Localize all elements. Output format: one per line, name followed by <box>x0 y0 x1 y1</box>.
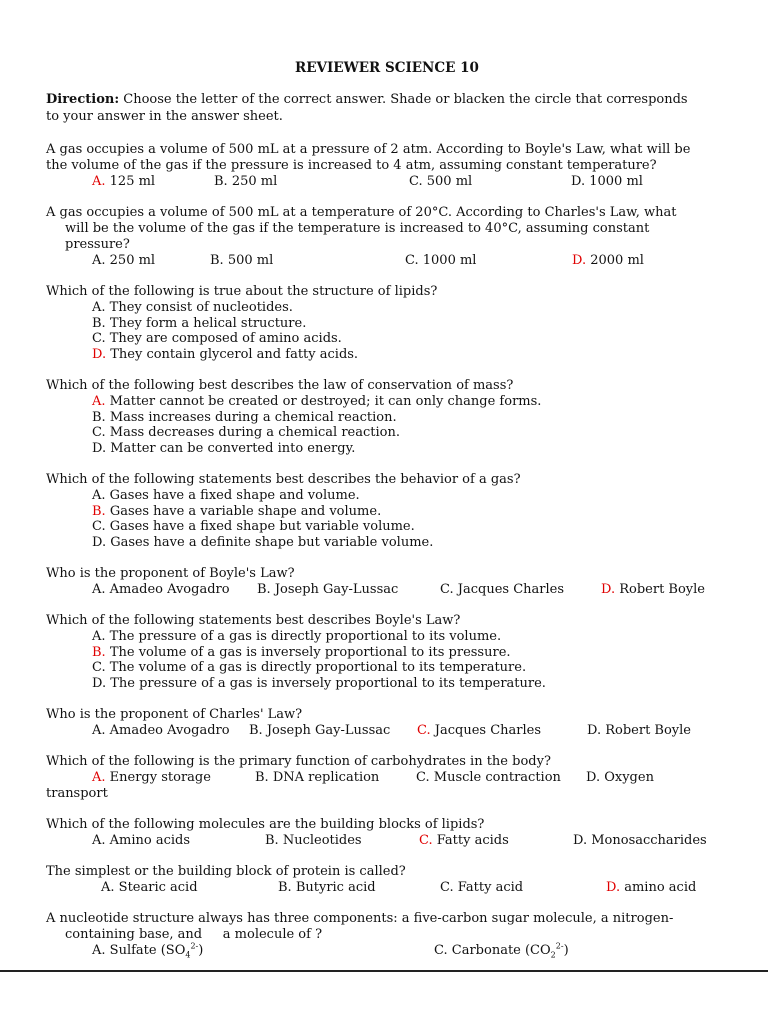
question-8-text: Who is the proponent of Charles' Law? <box>46 707 303 722</box>
option-text: They contain glycerol and fatty acids. <box>106 347 359 362</box>
subscript: 4 <box>185 950 191 960</box>
question-4-text: Which of the following best describes the law of conservation of mass? <box>46 378 514 393</box>
option-letter: C. <box>409 174 423 189</box>
q11-option-a <box>101 880 198 896</box>
option-letter: A. <box>92 582 106 597</box>
option-text: Energy storage <box>105 770 211 785</box>
option-text: Mass decreases during a chemical reaction. <box>105 425 400 440</box>
option-text: Stearic acid <box>114 880 198 895</box>
question-12-text-2: containing base, and a molecule of ? <box>65 927 323 942</box>
option-letter: D. <box>572 253 587 268</box>
option-text: DNA replication <box>268 770 380 785</box>
direction-text-2: to your answer in the answer sheet. <box>46 109 283 124</box>
option-text: Fatty acid <box>453 880 524 895</box>
option-text: 2000 ml <box>586 253 644 268</box>
option-text: Amino acids <box>105 833 191 848</box>
option-letter: B. <box>92 645 106 660</box>
option-letter: D. <box>92 676 107 691</box>
page-bottom-rule <box>0 970 768 972</box>
option-text: Muscle contraction <box>429 770 561 785</box>
q1-option-a <box>92 174 155 190</box>
option-letter: C. <box>405 253 419 268</box>
question-2-text-2: will be the volume of the gas if the temperature is increased to 40°C, assuming constant <box>65 221 650 236</box>
question-12-text: A nucleotide structure always has three components: a five-carbon sugar molecule, a nitrogen- <box>46 911 674 926</box>
option-text: The pressure of a gas is inversely proportional to its temperature. <box>106 676 546 691</box>
q2-option-b <box>210 253 273 269</box>
question-7-text: Which of the following statements best describes Boyle's Law? <box>46 613 461 628</box>
option-letter: A. <box>92 723 106 738</box>
option-text: 125 ml <box>105 174 156 189</box>
q11-option-b <box>278 880 376 896</box>
q3-option-c <box>92 331 342 347</box>
question-6-text: Who is the proponent of Boyle's Law? <box>46 566 295 581</box>
option-text: Fatty acids <box>432 833 509 848</box>
option-letter: A. <box>92 833 106 848</box>
option-text: The volume of a gas is inversely proportional to its pressure. <box>105 645 511 660</box>
option-text: Robert Boyle <box>615 582 706 597</box>
question-11-text: The simplest or the building block of protein is called? <box>46 864 406 879</box>
q7-option-b <box>92 645 511 661</box>
q2-option-d <box>572 253 644 269</box>
option-letter: D. <box>601 582 616 597</box>
subscript: 2 <box>550 950 556 960</box>
option-letter: C. <box>92 519 106 534</box>
q5-option-a <box>92 488 360 504</box>
q8-option-a <box>92 723 230 739</box>
question-2-text-3: pressure? <box>65 237 130 252</box>
q5-option-d <box>92 535 433 551</box>
question-3-text: Which of the following is true about the structure of lipids? <box>46 284 438 299</box>
q2-option-c <box>405 253 476 269</box>
q11-option-d <box>606 880 696 896</box>
q6-option-a <box>92 582 230 598</box>
q9-option-d-wrap: transport <box>46 786 108 801</box>
option-letter: A. <box>92 629 106 644</box>
q6-option-c <box>440 582 564 598</box>
option-text: 250 ml <box>227 174 278 189</box>
q3-option-a <box>92 300 293 316</box>
option-letter: B. <box>265 833 279 848</box>
option-text: 500 ml <box>223 253 274 268</box>
q2-option-a <box>92 253 155 269</box>
option-letter: B. <box>210 253 224 268</box>
option-text: Mass increases during a chemical reaction. <box>105 410 397 425</box>
option-text: 1000 ml <box>585 174 643 189</box>
option-letter: B. <box>249 723 263 738</box>
q9-option-d <box>586 770 654 786</box>
question-2-text: A gas occupies a volume of 500 mL at a temperature of 20°C. According to Charles's Law, what <box>46 205 677 220</box>
option-text: 250 ml <box>105 253 156 268</box>
q11-option-c <box>440 880 523 896</box>
direction <box>46 92 688 108</box>
option-letter: D. <box>92 441 107 456</box>
option-letter: B. <box>92 316 106 331</box>
question-9-text: Which of the following is the primary function of carbohydrates in the body? <box>46 754 551 769</box>
option-text: Robert Boyle <box>601 723 692 738</box>
q4-option-d <box>92 441 355 457</box>
option-text: Joseph Gay-Lussac <box>270 582 399 597</box>
q10-option-c <box>419 833 509 849</box>
option-text: They consist of nucleotides. <box>105 300 293 315</box>
option-letter: B. <box>255 770 269 785</box>
option-letter: C. <box>92 660 106 675</box>
option-text: Sulfate (SO <box>105 943 186 958</box>
option-letter: D. <box>571 174 586 189</box>
option-letter: A. <box>101 880 115 895</box>
question-1-text: A gas occupies a volume of 500 mL at a pressure of 2 atm. According to Boyle's Law, what will be <box>46 142 691 157</box>
option-letter: A. <box>92 174 106 189</box>
option-letter: C. <box>440 880 454 895</box>
q9-option-c <box>416 770 561 786</box>
option-letter: A. <box>92 300 106 315</box>
q1-option-b <box>214 174 277 190</box>
superscript: 2- <box>190 941 199 951</box>
option-letter: C. <box>416 770 430 785</box>
option-letter: B. <box>278 880 292 895</box>
q6-option-d <box>601 582 705 598</box>
option-text: The pressure of a gas is directly proportional to its volume. <box>105 629 502 644</box>
q3-option-d <box>92 347 358 363</box>
option-letter: A. <box>92 253 106 268</box>
option-letter: D. <box>573 833 588 848</box>
q10-option-b <box>265 833 362 849</box>
q10-option-d <box>573 833 707 849</box>
option-letter: A. <box>92 488 106 503</box>
page-title: REVIEWER SCIENCE 10 <box>295 60 479 76</box>
q7-option-a <box>92 629 501 645</box>
option-text: They form a helical structure. <box>105 316 307 331</box>
option-text: The volume of a gas is directly proportional to its temperature. <box>105 660 527 675</box>
q10-option-a <box>92 833 190 849</box>
q6-option-b <box>257 582 398 598</box>
option-text: Joseph Gay-Lussac <box>262 723 391 738</box>
q4-option-c <box>92 425 400 441</box>
option-text: amino acid <box>620 880 697 895</box>
q3-option-b <box>92 316 306 332</box>
q7-option-d <box>92 676 546 692</box>
option-letter: D. <box>586 770 601 785</box>
option-letter: D. <box>587 723 602 738</box>
option-text: They are composed of amino acids. <box>105 331 342 346</box>
option-text: Jacques Charles <box>430 723 541 738</box>
option-letter: C. <box>419 833 433 848</box>
q1-option-d <box>571 174 643 190</box>
option-letter: D. <box>92 347 107 362</box>
option-text: Amadeo Avogadro <box>105 723 230 738</box>
q4-option-b <box>92 410 397 426</box>
q8-option-d <box>587 723 691 739</box>
option-letter: B. <box>92 504 106 519</box>
q7-option-c <box>92 660 526 676</box>
option-text: Oxygen <box>600 770 654 785</box>
option-letter: A. <box>92 394 106 409</box>
option-letter: C. <box>92 331 106 346</box>
option-letter: A. <box>92 943 106 958</box>
option-letter: A. <box>92 770 106 785</box>
option-letter: C. <box>417 723 431 738</box>
option-text: Gases have a fixed shape but variable volume. <box>105 519 415 534</box>
option-text: Gases have a variable shape and volume. <box>105 504 382 519</box>
option-text: 1000 ml <box>418 253 477 268</box>
q12-option-a <box>92 943 203 959</box>
option-letter: D. <box>92 535 107 550</box>
option-text: Matter cannot be created or destroyed; it can only change forms. <box>105 394 542 409</box>
option-text: Nucleotides <box>278 833 362 848</box>
option-text-end: ) <box>198 943 204 958</box>
option-text: Matter can be converted into energy. <box>106 441 356 456</box>
option-text: 500 ml <box>422 174 473 189</box>
option-text: Gases have a definite shape but variable volume. <box>106 535 434 550</box>
option-letter: C. <box>92 425 106 440</box>
q1-option-c <box>409 174 472 190</box>
q9-option-a <box>92 770 211 786</box>
option-text: Amadeo Avogadro <box>105 582 230 597</box>
q9-option-b <box>255 770 379 786</box>
option-letter: C. <box>440 582 454 597</box>
option-text: Jacques Charles <box>453 582 564 597</box>
option-letter: B. <box>214 174 228 189</box>
q8-option-b <box>249 723 390 739</box>
question-1-text-2: the volume of the gas if the pressure is increased to 4 atm, assuming constant temperature? <box>46 158 657 173</box>
q4-option-a <box>92 394 541 410</box>
option-letter: B. <box>92 410 106 425</box>
option-text: Monosaccharides <box>587 833 707 848</box>
direction-label: Direction: <box>46 92 120 107</box>
option-letter: B. <box>257 582 271 597</box>
q8-option-c <box>417 723 541 739</box>
question-5-text: Which of the following statements best describes the behavior of a gas? <box>46 472 521 487</box>
direction-text: Choose the letter of the correct answer. Shade or blacken the circle that corresponds <box>119 92 688 107</box>
option-letter: C. <box>434 943 448 958</box>
option-text: Gases have a fixed shape and volume. <box>105 488 360 503</box>
option-text: Butyric acid <box>291 880 376 895</box>
option-text: Carbonate (CO <box>447 943 551 958</box>
q12-option-c <box>434 943 569 959</box>
q5-option-c <box>92 519 415 535</box>
option-letter: D. <box>606 880 621 895</box>
question-10-text: Which of the following molecules are the building blocks of lipids? <box>46 817 485 832</box>
q5-option-b <box>92 504 381 520</box>
superscript: 2- <box>555 941 564 951</box>
option-text-end: ) <box>563 943 569 958</box>
